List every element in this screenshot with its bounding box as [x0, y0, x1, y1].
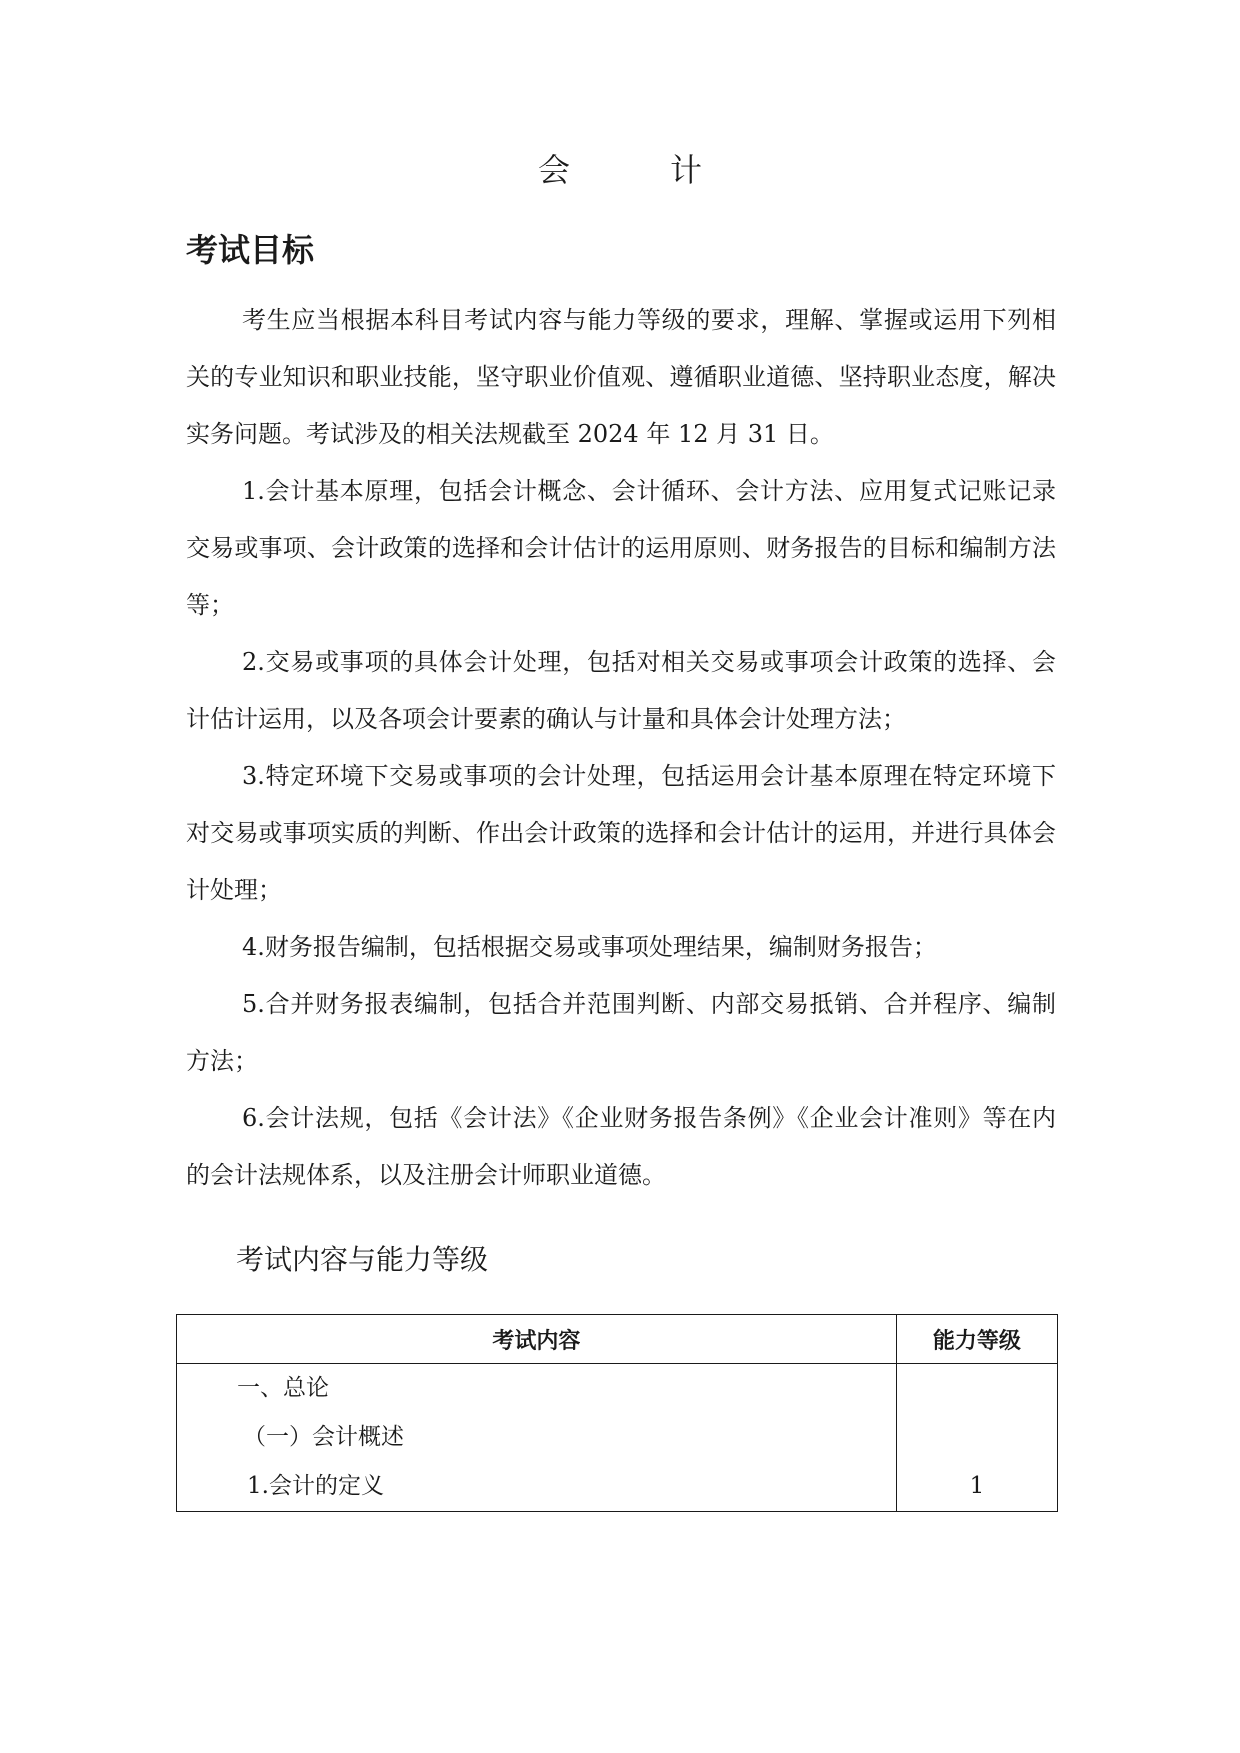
objective-item-5: 5.合并财务报表编制，包括合并范围判断、内部交易抵销、合并程序、编制方法； [186, 990, 1056, 1075]
header-exam-content: 考试内容 [177, 1315, 897, 1364]
table-row-level [897, 1413, 1057, 1462]
objective-item-3: 3.特定环境下交易或事项的会计处理，包括运用会计基本原理在特定环境下对交易或事项实质的判断、作出会计政策的选择和会计估计的运用，并进行具体会计处理； [186, 762, 1056, 904]
objective-item-6: 6.会计法规，包括《会计法》《企业财务报告条例》《企业会计准则》等在内的会计法规体系，以及注册会计师职业道德。 [186, 1104, 1056, 1189]
content-level-table [176, 1314, 1058, 1512]
header-ability-level: 能力等级 [896, 1315, 1057, 1364]
intro-paragraph: 考生应当根据本科目考试内容与能力等级的要求，理解、掌握或运用下列相关的专业知识和职业技能，坚守职业价值观、遵循职业道德、坚持职业态度，解决实务问题。考试涉及的相关法规截至 2024 年 12 月 31 日。 [186, 306, 1056, 448]
table-row-level [897, 1364, 1057, 1413]
table-header-row [177, 1315, 1058, 1364]
objective-item-4: 4.财务报告编制，包括根据交易或事项处理结果，编制财务报告； [242, 933, 937, 961]
table-row-level: 1 [969, 1473, 985, 1499]
table-row-text: 1.会计的定义 [247, 1473, 384, 1499]
objective-item-2: 2.交易或事项的具体会计处理，包括对相关交易或事项会计政策的选择、会计估计运用，以及各项会计要素的确认与计量和具体会计处理方法； [186, 648, 1056, 733]
page-title: 会 计 [537, 151, 736, 189]
table-row-text: （一）会计概述 [243, 1424, 404, 1450]
table-row-text: 一、总论 [237, 1375, 329, 1401]
sub-heading-content-levels: 考试内容与能力等级 [236, 1243, 489, 1276]
objectives-body [186, 292, 1056, 1204]
content-cell [177, 1364, 897, 1512]
section-heading-exam-objectives: 考试目标 [186, 231, 315, 269]
level-cell [896, 1364, 1057, 1512]
table-row [177, 1364, 1058, 1512]
objective-item-1: 1.会计基本原理，包括会计概念、会计循环、会计方法、应用复式记账记录交易或事项、会计政策的选择和会计估计的运用原则、财务报告的目标和编制方法等； [186, 477, 1056, 619]
